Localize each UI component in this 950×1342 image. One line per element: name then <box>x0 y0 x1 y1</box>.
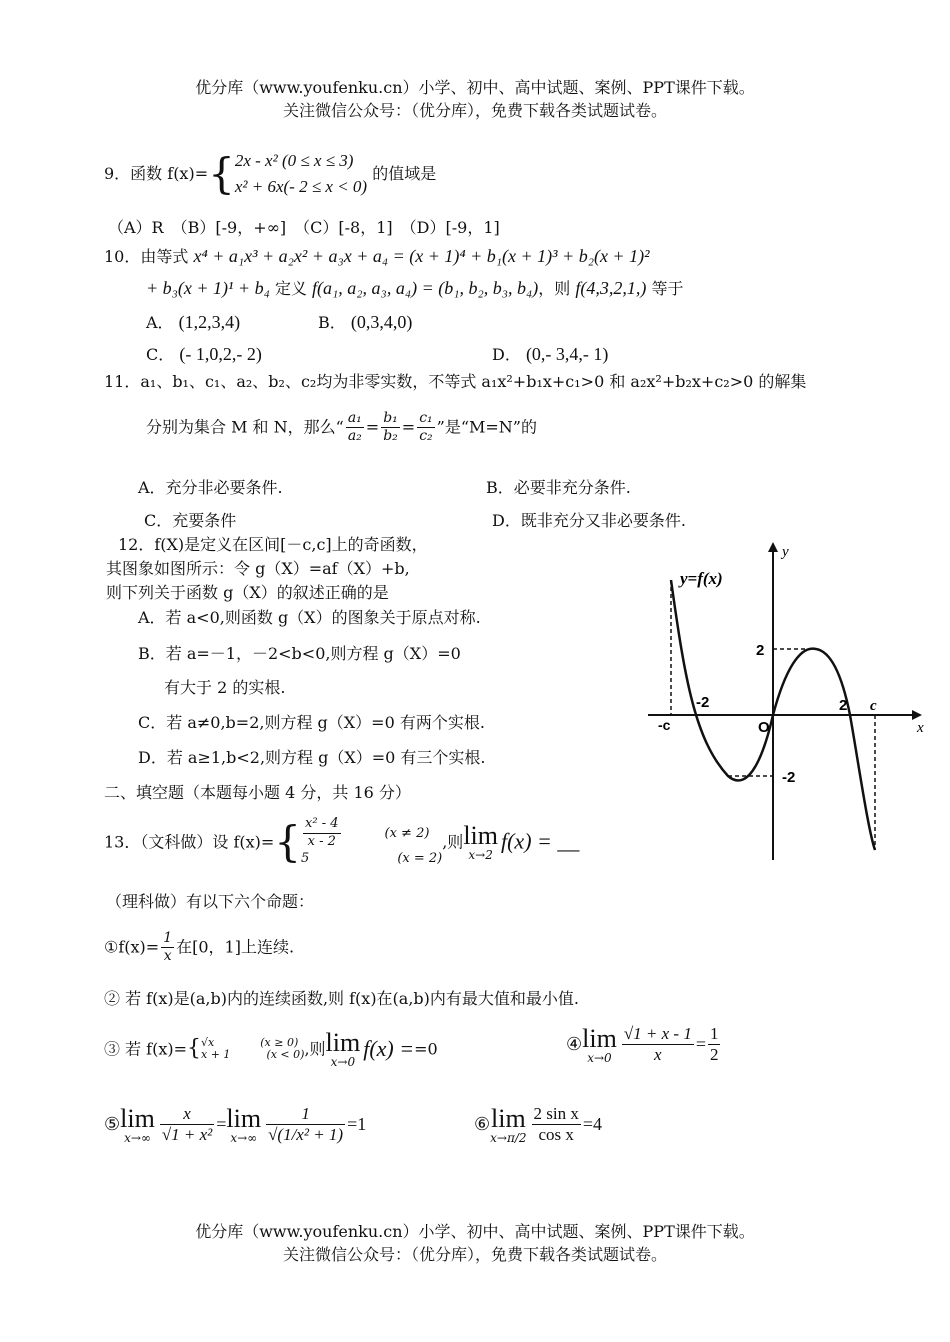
q10-option-c-value: (- 1,0,2,- 2) <box>179 344 262 364</box>
q13-prop-2: ② 若 f(x)是(a,b)内的连续函数,则 f(x)在(a,b)内有最大值和最小值. <box>104 989 579 1008</box>
q10-option-a-value: (1,2,3,4) <box>178 312 241 332</box>
graph-neg-two-y-label: -2 <box>782 769 796 786</box>
q9-prefix: 9．函数 f(x)= <box>104 163 209 183</box>
q13-prop-5-den: √1 + x² <box>161 1125 213 1145</box>
q10-option-d-label: D． <box>492 345 521 364</box>
q12-option-b-2: 有大于 2 的实根. <box>164 678 286 697</box>
graph-origin-label: O <box>758 719 770 736</box>
q13-prop-3 <box>104 1030 438 1068</box>
graph-y-label: y <box>782 544 789 560</box>
q13-prop-5-lim-sub: x→∞ <box>124 1130 151 1145</box>
q13-case-1-frac <box>303 816 340 851</box>
q13-case-1-cond: (x ≠ 2) <box>384 825 430 841</box>
q12-line-1: 12．f(X)是定义在区间[－c,c]上的奇函数， <box>118 535 428 554</box>
q13-prop-6-num: 2 sin x <box>532 1104 581 1125</box>
q13-prop-6-prefix: ⑥ <box>474 1114 491 1136</box>
q12-option-d: D．若 a≥1,b<2,则方程 g（X）=0 有三个实根. <box>138 748 486 767</box>
q13-prop-6-result: =4 <box>582 1114 603 1135</box>
q13-prop-1-frac <box>161 930 174 965</box>
q13-brace: { <box>274 816 302 866</box>
q13-case-1-num: x² - 4 <box>303 816 340 834</box>
q11-frac-b-num: b₁ <box>383 410 398 426</box>
q9-case-1: 2x - x² (0 ≤ x ≤ 3) <box>234 151 354 170</box>
q13-prop-5-limit: lim x→∞ <box>120 1103 155 1145</box>
q13-case-2: 5 <box>301 850 310 866</box>
q13-prop-3-suffix: ,则 <box>304 1039 326 1059</box>
q13-prop-5-num: x <box>160 1104 214 1125</box>
q13-lim-expr: f(x) = __ <box>500 828 580 854</box>
q9-options: （A）R （B）[-9，+∞] （C）[-8，1] （D）[-9，1] <box>108 218 500 237</box>
q11-option-b: B．必要非充分条件. <box>486 478 631 497</box>
q13-prop-1-den: x <box>163 947 172 964</box>
q13-prop-5 <box>104 1104 366 1146</box>
q13-prop-5-den-2: √(1/x² + 1) <box>268 1125 344 1145</box>
q13-prop-3-case-1: √x <box>201 1035 215 1049</box>
graph-two-y-label: 2 <box>756 642 765 659</box>
q13-limit <box>463 820 498 862</box>
q13-prop-4-result <box>708 1024 721 1066</box>
q13-prop-4-eq: = <box>695 1034 706 1055</box>
q10-definition: f(a₁, a₂, a₃, a₄) = (b₁, b₂, b₃, b₄) <box>312 278 539 298</box>
q13-prop-3-cases <box>201 1037 304 1061</box>
footer-line-1: 优分库（www.youfenku.cn）小学、初中、高中试题、案例、PPT课件下载。 <box>195 1222 755 1241</box>
q11-frac-b <box>381 410 400 445</box>
q13-prop-6-lim-sub: x→π/2 <box>490 1130 527 1145</box>
q13-prop-5-frac-2 <box>266 1104 345 1146</box>
q12-option-b-1: B．若 a=－1，－2<b<0,则方程 g（X）=0 <box>138 644 461 663</box>
q10-option-c-label: C． <box>146 345 175 364</box>
graph-two-x-label: 2 <box>839 697 848 714</box>
q11-eq-2: = <box>401 417 416 437</box>
q10-option-b <box>318 312 412 334</box>
q13-prop-4-num: √1 + x - 1 <box>622 1024 694 1045</box>
function-graph <box>640 540 930 870</box>
q13-prop-4-rden: 2 <box>709 1045 719 1065</box>
q13-case-2-cond: (x = 2) <box>397 850 443 866</box>
q9-suffix: 的值域是 <box>372 163 437 183</box>
q13-prop-5-frac <box>160 1104 214 1146</box>
q10-line-2 <box>146 278 683 300</box>
q10-option-d-value: (0,- 3,4,- 1) <box>525 344 609 364</box>
q10-option-a-label: A． <box>146 313 174 332</box>
q10-define: 定义 <box>274 279 307 298</box>
q11-eq-1: = <box>365 417 380 437</box>
q11-line-2 <box>146 410 537 445</box>
q11-suffix: ”是“M=N”的 <box>436 417 537 437</box>
q11-option-c: C．充要条件 <box>144 511 237 530</box>
q11-line-1: 11．a₁、b₁、c₁、a₂、b₂、c₂均为非零实数，不等式 a₁x²+b₁x+c₁>0 和 a₂x²+b₂x+c₂>0 的解集 <box>104 372 807 391</box>
q10-line-1 <box>104 246 649 268</box>
q13-prop-4-lim-sub: x→0 <box>587 1050 612 1065</box>
q13-suffix: ,则 <box>442 832 464 852</box>
q13-prop-4-frac <box>622 1024 694 1066</box>
q11-option-d: D．既非充分又非必要条件. <box>492 511 686 530</box>
q13-prop-3-lim-expr: f(x) = <box>363 1035 415 1061</box>
q13-lim-word: lim <box>463 820 498 850</box>
q13-prop-6 <box>474 1104 602 1146</box>
q10-option-b-label: B． <box>318 313 346 332</box>
q13-like-intro: （理科做）有以下六个命题： <box>106 892 315 911</box>
question-9 <box>104 148 436 199</box>
q13-wenke <box>104 816 579 868</box>
q9-cases <box>235 148 367 199</box>
section-2-title: 二、填空题（本题每小题 4 分，共 16 分） <box>104 783 411 802</box>
q13-prop-1-suffix: 在[0，1]上连续. <box>176 937 295 957</box>
q12-option-c: C．若 a≠0,b=2,则方程 g（X）=0 有两个实根. <box>138 713 485 732</box>
graph-x-label: x <box>917 720 924 736</box>
q10-option-b-value: (0,3,4,0) <box>350 312 413 332</box>
q13-prop-5-lim-sub-2: x→∞ <box>230 1130 258 1145</box>
graph-neg-two-x-label: -2 <box>696 694 710 711</box>
q10-equation-1: x⁴ + a₁x³ + a₂x² + a₃x + a₄ = (x + 1)⁴ + b₁(x + 1)³ + b₂(x + 1)² <box>193 246 650 266</box>
q13-prop-4-limit: lim x→0 <box>582 1023 617 1065</box>
q13-prefix: 13．（文科做）设 f(x)= <box>104 832 275 852</box>
header-line-1: 优分库（www.youfenku.cn）小学、初中、高中试题、案例、PPT课件下载。 <box>195 78 755 97</box>
q12-line-2: 其图象如图所示：令 g（X）=af（X）+b, <box>106 559 410 578</box>
q9-case-2: x² + 6x(- 2 ≤ x < 0) <box>234 176 368 196</box>
q13-prop-6-frac <box>532 1104 581 1146</box>
q13-prop-3-limit: lim x→0 <box>325 1028 361 1069</box>
footer-line-2: 关注微信公众号：（优分库），免费下载各类试题试卷。 <box>282 1245 667 1264</box>
q13-prop-1-num: 1 <box>163 930 173 946</box>
q11-prefix: 分别为集合 M 和 N，那么“ <box>146 417 344 437</box>
q13-prop-3-case-1-cond: (x ≥ 0) <box>260 1035 299 1049</box>
x-axis-arrow-icon <box>912 710 922 720</box>
q13-prop-1 <box>104 930 294 965</box>
q10-option-c <box>146 344 262 366</box>
q12-option-a: A．若 a<0,则函数 g（X）的图象关于原点对称. <box>138 608 481 627</box>
q10-prefix: 10．由等式 <box>104 247 189 266</box>
q10-option-a <box>146 312 240 334</box>
q13-prop-4-rnum: 1 <box>708 1024 721 1045</box>
q11-frac-c-den: c₂ <box>419 427 433 444</box>
q11-frac-a-num: a₁ <box>347 410 362 426</box>
q13-case-1-den: x - 2 <box>307 833 336 849</box>
q13-prop-3-case-2-cond: (x < 0) <box>266 1048 305 1061</box>
q13-prop-4 <box>566 1024 722 1066</box>
q13-prop-3-prefix: ③ 若 f(x)= <box>104 1039 188 1059</box>
q13-prop-4-prefix: ④ <box>566 1034 583 1056</box>
graph-func-label: y=f(x) <box>680 569 723 588</box>
q13-prop-4-den: x <box>654 1045 662 1065</box>
q11-frac-a <box>346 410 364 445</box>
q13-prop-5-eq: = <box>216 1114 227 1135</box>
graph-neg-c-label: -c <box>658 717 671 733</box>
q11-frac-b-den: b₂ <box>383 427 398 444</box>
q13-prop-6-den: cos x <box>538 1125 574 1145</box>
q13-prop-1-prefix: ①f(x)= <box>104 937 160 957</box>
header-line-2: 关注微信公众号：（优分库），免费下载各类试题试卷。 <box>282 101 667 120</box>
q10-target: f(4,3,2,1,) <box>575 278 647 298</box>
q12-line-3: 则下列关于函数 g（X）的叙述正确的是 <box>106 583 389 602</box>
graph-c-label: c <box>870 698 877 714</box>
q11-frac-c-num: c₁ <box>419 410 433 426</box>
q13-prop-3-brace: { <box>187 1035 202 1061</box>
q13-prop-3-value: =0 <box>414 1039 438 1059</box>
q13-prop-5-num-2: 1 <box>266 1104 345 1125</box>
q10-then: ，则 <box>538 279 571 298</box>
q13-prop-5-result: =1 <box>347 1114 367 1135</box>
q13-prop-5-prefix: ⑤ <box>104 1114 121 1136</box>
q11-frac-c <box>417 410 434 445</box>
q13-prop-3-lim-sub: x→0 <box>330 1055 356 1069</box>
q10-equation-2: + b₃(x + 1)¹ + b₄ <box>146 278 270 298</box>
q11-frac-a-den: a₂ <box>347 427 362 444</box>
y-axis-arrow-icon <box>768 542 778 552</box>
q10-equals: 等于 <box>651 279 684 298</box>
q13-prop-6-limit: lim x→π/2 <box>490 1103 527 1145</box>
q13-prop-5-limit-2: lim x→∞ <box>226 1103 262 1145</box>
q13-prop-3-case-2: x + 1 <box>201 1048 231 1061</box>
q13-cases <box>301 816 442 868</box>
q11-option-a: A．充分非必要条件. <box>138 478 283 497</box>
q9-brace: { <box>208 148 235 198</box>
q10-option-d <box>492 344 608 366</box>
q13-lim-sub: x→2 <box>468 847 493 862</box>
